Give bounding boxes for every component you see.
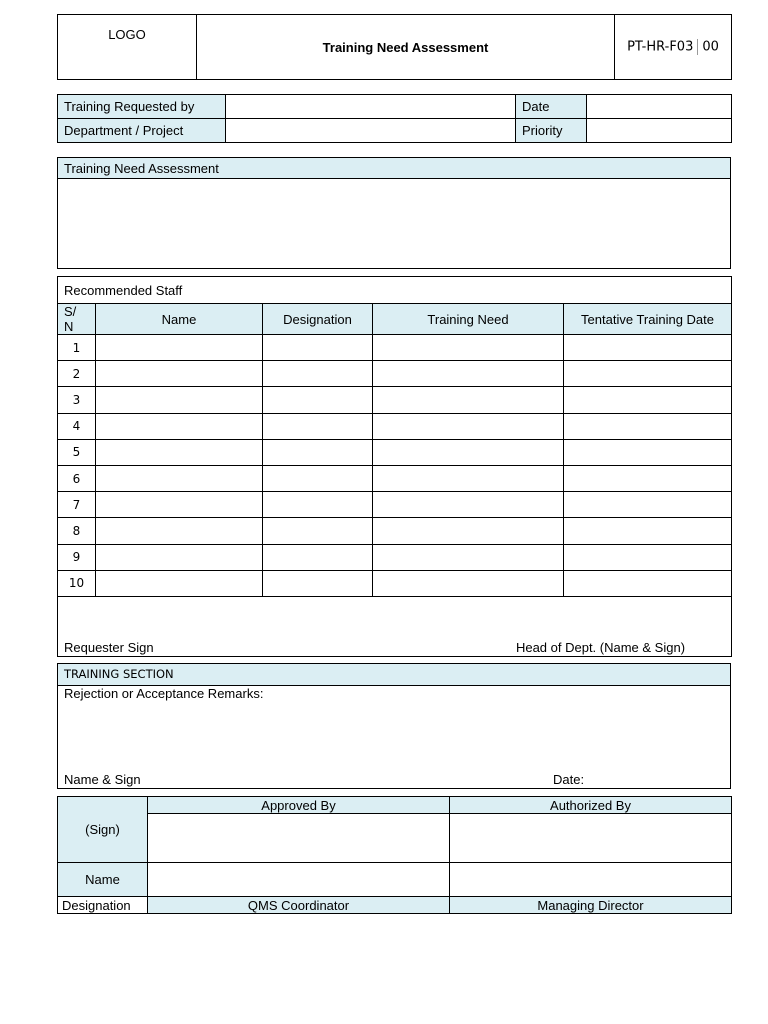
- row-serial-number: 10: [58, 570, 96, 596]
- approved-designation: QMS Coordinator: [148, 897, 450, 914]
- training-date-label: Date:: [553, 772, 585, 787]
- row-training-need-field[interactable]: [373, 335, 564, 361]
- row-training-date-field[interactable]: [564, 544, 732, 570]
- row-training-date-field[interactable]: [564, 492, 732, 518]
- department-label: Department / Project: [58, 119, 226, 143]
- row-training-date-field[interactable]: [564, 570, 732, 596]
- row-name-field[interactable]: [96, 544, 263, 570]
- row-name-field[interactable]: [96, 335, 263, 361]
- training-name-sign-label: Name & Sign: [64, 772, 141, 787]
- row-training-need-field[interactable]: [373, 387, 564, 413]
- document-code-cell: [615, 15, 732, 80]
- table-row: [58, 518, 732, 544]
- row-name-field[interactable]: [96, 387, 263, 413]
- row-name-field[interactable]: [96, 492, 263, 518]
- row-training-date-field[interactable]: [564, 335, 732, 361]
- row-name-field[interactable]: [96, 518, 263, 544]
- authorized-by-header: Authorized By: [450, 797, 732, 814]
- table-row: [58, 413, 732, 439]
- remarks-label: Rejection or Acceptance Remarks:: [64, 686, 264, 701]
- code-separator: [697, 39, 698, 55]
- row-training-need-field[interactable]: [373, 518, 564, 544]
- sign-label-cell: [58, 797, 148, 863]
- row-training-need-field[interactable]: [373, 439, 564, 465]
- document-revision: 00: [702, 39, 719, 55]
- row-serial-number: 3: [58, 387, 96, 413]
- table-row: [58, 361, 732, 387]
- assessment-text-area[interactable]: [58, 179, 731, 269]
- row-designation-field[interactable]: [263, 387, 373, 413]
- department-field[interactable]: [226, 119, 516, 143]
- row-designation-field[interactable]: [263, 361, 373, 387]
- col-designation-header: Designation: [263, 304, 373, 335]
- row-name-field[interactable]: [96, 413, 263, 439]
- row-training-date-field[interactable]: [564, 413, 732, 439]
- authorized-name-field[interactable]: [450, 863, 732, 897]
- col-training-date-header: Tentative Training Date: [564, 304, 732, 335]
- remarks-area[interactable]: [58, 702, 730, 768]
- priority-label: Priority: [516, 119, 587, 143]
- sign-label: (Sign): [85, 822, 120, 837]
- row-name-field[interactable]: [96, 465, 263, 491]
- authorized-sign-field[interactable]: [450, 814, 732, 863]
- approved-sign-field[interactable]: [148, 814, 450, 863]
- table-row: [58, 439, 732, 465]
- table-row: [58, 492, 732, 518]
- approved-name-field[interactable]: [148, 863, 450, 897]
- document-code: PT-HR-F03: [627, 39, 694, 55]
- row-training-date-field[interactable]: [564, 465, 732, 491]
- row-designation-field[interactable]: [263, 570, 373, 596]
- row-training-need-field[interactable]: [373, 413, 564, 439]
- row-designation-field[interactable]: [263, 518, 373, 544]
- row-designation-field[interactable]: [263, 465, 373, 491]
- staff-sign-row: [58, 596, 732, 656]
- staff-heading: Recommended Staff: [58, 277, 732, 304]
- document-header: [57, 14, 732, 80]
- row-training-date-field[interactable]: [564, 387, 732, 413]
- row-serial-number: 4: [58, 413, 96, 439]
- assessment-section: [57, 157, 731, 269]
- row-name-field[interactable]: [96, 570, 263, 596]
- date-field[interactable]: [587, 95, 732, 119]
- row-designation-field[interactable]: [263, 439, 373, 465]
- training-section-heading: TRAINING SECTION: [58, 664, 730, 686]
- approval-table: [57, 796, 732, 914]
- training-section: [57, 663, 731, 789]
- col-name-header: Name: [96, 304, 263, 335]
- authorized-designation: Managing Director: [450, 897, 732, 914]
- table-row: [58, 544, 732, 570]
- logo-placeholder: [58, 15, 197, 80]
- row-name-field[interactable]: [96, 361, 263, 387]
- row-serial-number: 8: [58, 518, 96, 544]
- row-training-need-field[interactable]: [373, 544, 564, 570]
- row-training-date-field[interactable]: [564, 439, 732, 465]
- table-row: [58, 465, 732, 491]
- row-designation-field[interactable]: [263, 335, 373, 361]
- table-row: [58, 570, 732, 596]
- row-training-need-field[interactable]: [373, 465, 564, 491]
- assessment-heading: Training Need Assessment: [58, 158, 731, 179]
- table-row: [58, 335, 732, 361]
- requested-by-label: Training Requested by: [58, 95, 226, 119]
- row-serial-number: 2: [58, 361, 96, 387]
- row-training-need-field[interactable]: [373, 492, 564, 518]
- designation-label: Designation: [58, 897, 148, 914]
- name-label: Name: [58, 863, 148, 897]
- logo-text: LOGO: [108, 27, 146, 42]
- row-training-need-field[interactable]: [373, 361, 564, 387]
- table-row: [58, 387, 732, 413]
- row-serial-number: 6: [58, 465, 96, 491]
- row-name-field[interactable]: [96, 439, 263, 465]
- row-designation-field[interactable]: [263, 544, 373, 570]
- row-serial-number: 5: [58, 439, 96, 465]
- row-serial-number: 1: [58, 335, 96, 361]
- staff-header-row: [58, 304, 732, 335]
- row-training-need-field[interactable]: [373, 570, 564, 596]
- requested-by-field[interactable]: [226, 95, 516, 119]
- row-designation-field[interactable]: [263, 413, 373, 439]
- priority-field[interactable]: [587, 119, 732, 143]
- date-label: Date: [516, 95, 587, 119]
- requester-sign-label: Requester Sign: [64, 639, 154, 655]
- head-of-dept-sign-label: Head of Dept. (Name & Sign): [515, 639, 686, 655]
- col-sn-header: S/ N: [58, 304, 96, 335]
- approved-by-header: Approved By: [148, 797, 450, 814]
- request-info-table: [57, 94, 732, 143]
- row-designation-field[interactable]: [263, 492, 373, 518]
- document-title: Training Need Assessment: [197, 15, 615, 80]
- row-training-date-field[interactable]: [564, 518, 732, 544]
- row-serial-number: 7: [58, 492, 96, 518]
- col-training-need-header: Training Need: [373, 304, 564, 335]
- row-serial-number: 9: [58, 544, 96, 570]
- row-training-date-field[interactable]: [564, 361, 732, 387]
- recommended-staff-table: [57, 276, 732, 657]
